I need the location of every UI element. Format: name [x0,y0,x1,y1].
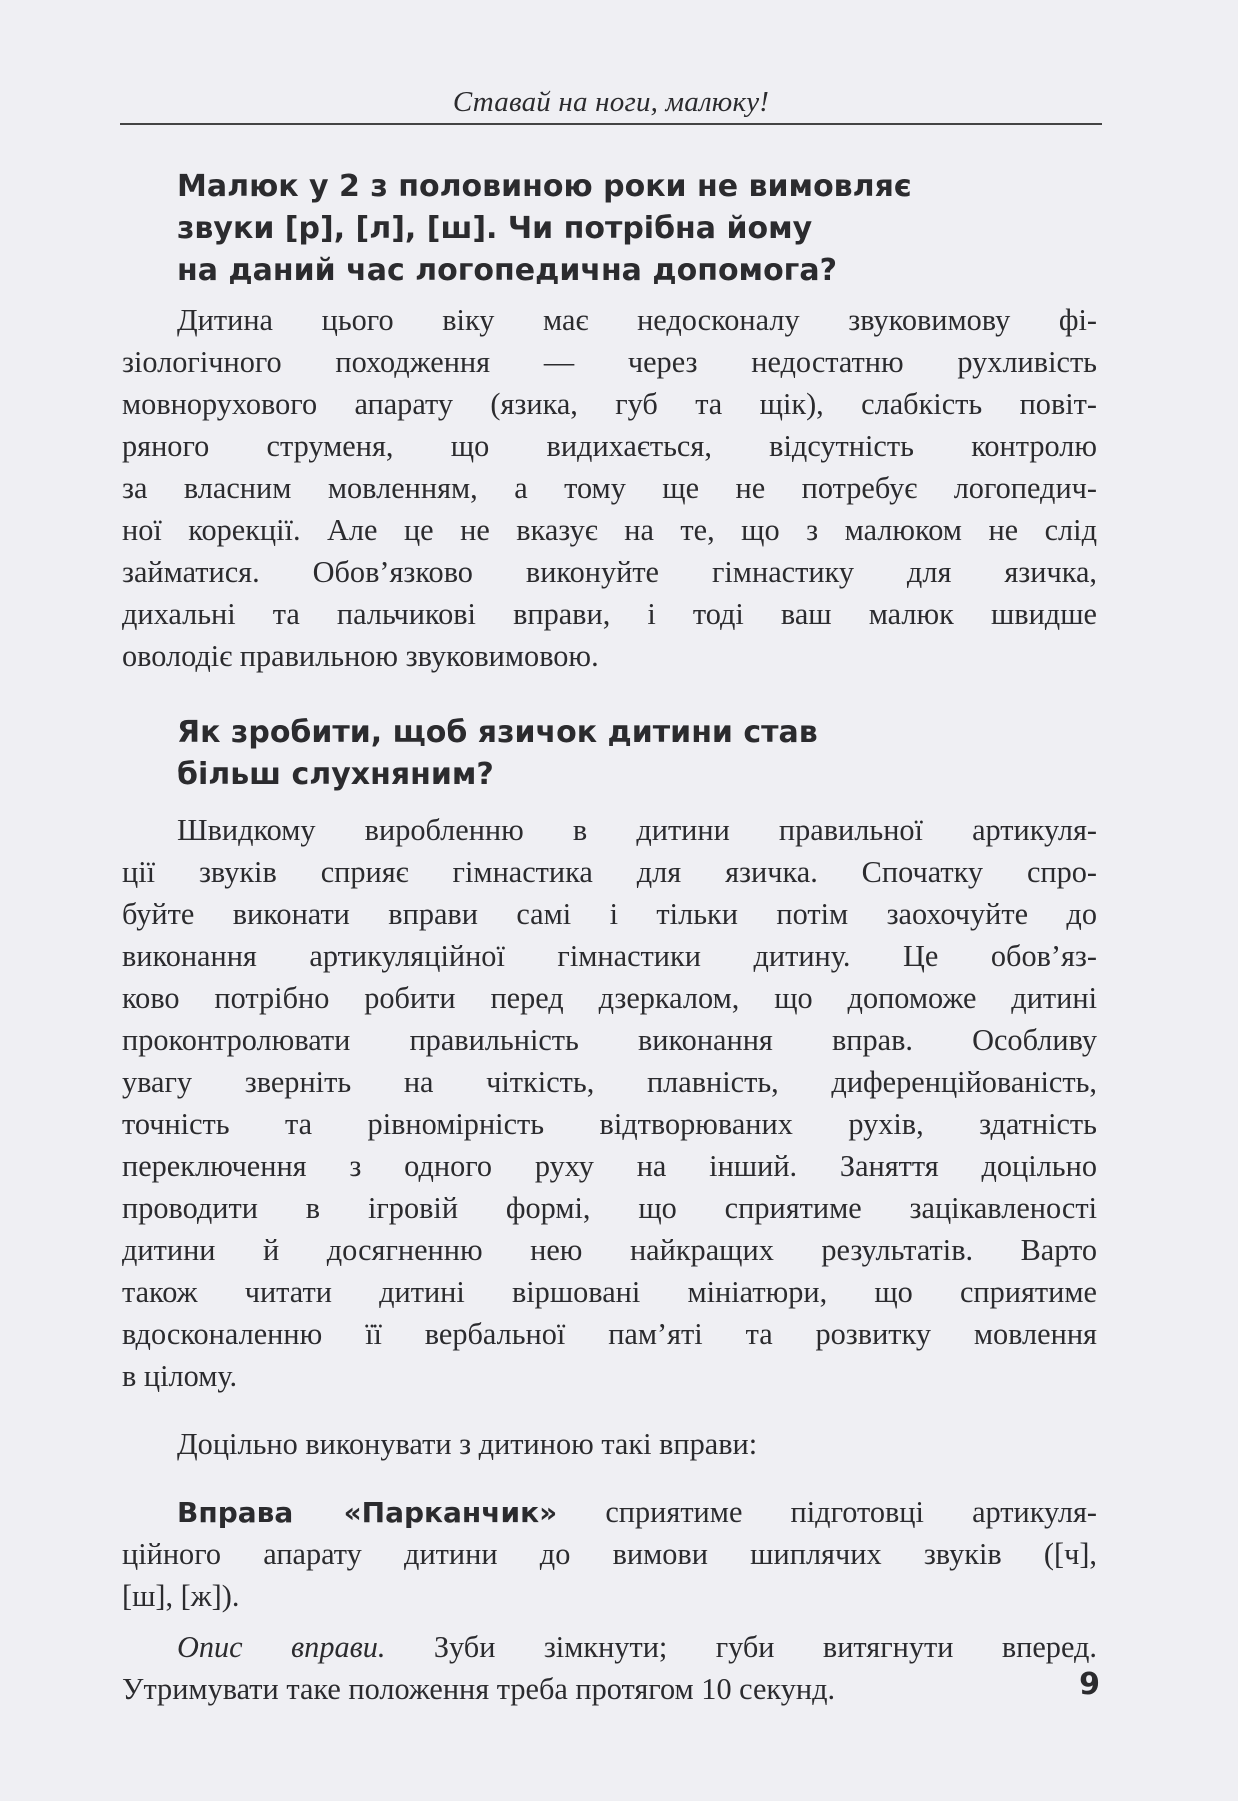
body-line: виконання артикуляційної гімнастики дитину. Це обов’яз- [122,939,1097,973]
body-line: зіологічного походження — через недостатню рухливість [122,345,1097,379]
exercise-line: ційного апарату дитини до вимови шиплячих звуків ([ч], [122,1537,1097,1571]
running-head: Ставай на ноги, малюку! [452,86,770,118]
question-heading-line: більш слухняним? [177,757,494,792]
body-line: проконтролювати правильність виконання вправ. Особливу [122,1023,1097,1057]
body-line: ної корекції. Але це не вказує на те, що з малюком не слід [122,513,1097,547]
exercise-description-line: Утримувати таке положення треба протягом 10 секунд. [122,1672,836,1706]
body-line: в цілому. [122,1359,238,1393]
exercise-line: [ш], [ж]). [122,1579,240,1613]
body-line: увагу зверніть на чіткість, плавність, диференційованість, [122,1065,1097,1099]
body-line: проводити в ігровій формі, що сприятиме зацікавленості [122,1191,1097,1225]
question-heading-line: на даний час логопедична допомога? [177,253,837,288]
body-line: дитини й досягненню нею найкращих результатів. Варто [122,1233,1097,1267]
description-text: Зуби зімкнути; губи витягнути вперед. [433,1630,1097,1664]
description-label: Опис вправи. [177,1630,386,1664]
exercise-title: Вправа «Парканчик» [177,1496,558,1529]
body-line: ково потрібно робити перед дзеркалом, що допоможе дитині [122,981,1097,1015]
body-line: буйте виконати вправи самі і тільки потім заохочуйте до [122,897,1097,931]
body-line: Дитина цього віку має недосконалу звуковимову фі- [177,303,1097,337]
body-line: ряного струменя, що видихається, відсутність контролю [122,429,1097,463]
body-line: займатися. Обов’язково виконуйте гімнастику для язичка, [122,555,1097,589]
question-heading-line: Малюк у 2 з половиною роки не вимовляє [177,169,912,204]
exercise-text: сприятиме підготовці артикуля- [605,1495,1097,1529]
body-line: переключення з одного руху на інший. Заняття доцільно [122,1149,1097,1183]
question-heading-line: звуки [р], [л], [ш]. Чи потрібна йому [177,211,813,246]
exercise-description-line [177,1626,1097,1668]
body-line: точність та рівномірність відтворюваних рухів, здатність [122,1107,1097,1141]
exercise-line [177,1491,1097,1534]
body-line: мовнорухового апарату (язика, губ та щік), слабкість повіт- [122,387,1097,421]
body-line: оволодіє правильною звуковимовою. [122,639,599,673]
page-content [122,0,1097,1801]
question-heading-line: Як зробити, щоб язичок дитини став [177,715,818,750]
page-number: 9 [1079,1667,1100,1702]
body-line: також читати дитині віршовані мініатюри, що сприятиме [122,1275,1097,1309]
intro-line: Доцільно виконувати з дитиною такі вправи: [177,1427,758,1461]
body-line: за власним мовленням, а тому ще не потребує логопедич- [122,471,1097,505]
body-line: ції звуків сприяє гімнастика для язичка. Спочатку спро- [122,855,1097,889]
body-line: вдосконаленню її вербальної пам’яті та розвитку мовлення [122,1317,1097,1351]
body-line: Швидкому виробленню в дитини правильної артикуля- [177,813,1097,847]
body-line: дихальні та пальчикові вправи, і тоді ваш малюк швидше [122,597,1097,631]
